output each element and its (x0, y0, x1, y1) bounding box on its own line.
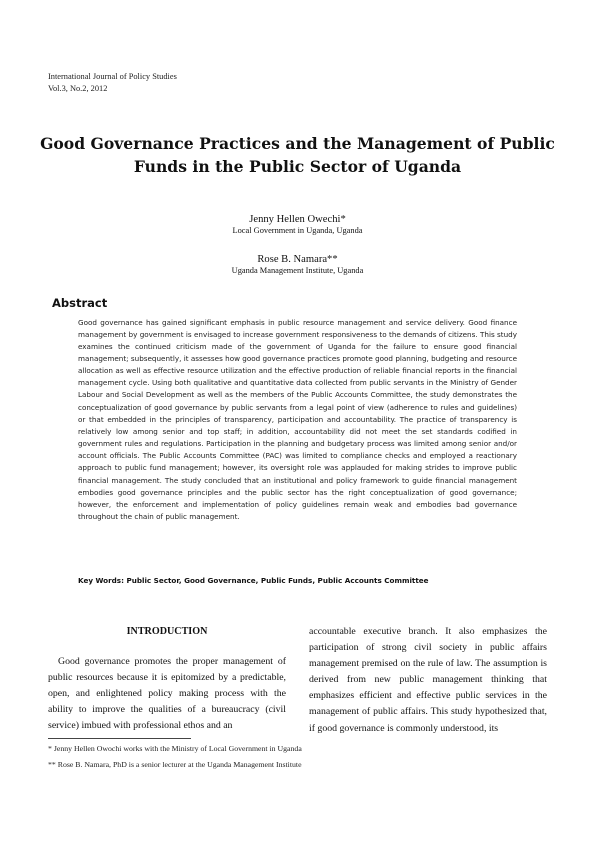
abstract-body: Good governance has gained significant emphasis in public resource management and service delivery. Good finance management by government is envisaged to increase government responsiveness to the demands of citizens. This study examines the continued criticism made of the government of Uganda for the failure to ensure good financial management; subsequently, it assesses how good governance practices promote good planning, budgeting and resource allocation as well as effective resource utilization and the effective production of reliable financial reports in the financial management cycle. Using both qualitative and quantitative data collected from public servants in the Ministry of Gender Labour and Social Development as well as the members of the Public Accounts Committee, the study demonstrates the conceptualization of good governance by public servants from a legal point of view (adherence to rules and guidelines) or that embedded in the principles of transparency, participation and accountability. The practice of transparency is relatively low among senior and top staff; in addition, accountability did not meet the set standards codified in government rules and regulations. Participation in the planning and budgetary process was limited among senior and/or account officials. The Public Accounts Committee (PAC) was limited to compliance checks and employed a reactionary approach to public fund management; however, its oversight role was applauded for making strides to improve public financial management. The study concluded that an institutional and policy framework to guide financial management embodies good governance principles and the public sector has the right conceptualization of good governance; however, the enforcement and implementation of policy guidelines remain weak and embodies bad governance throughout the chain of public management. (78, 317, 517, 521)
author-block-2 (0, 254, 595, 275)
paper-title-line-1: Good Governance Practices and the Management of Public (40, 134, 555, 153)
journal-name: International Journal of Policy Studies (48, 72, 177, 81)
journal-issue: Vol.3, No.2, 2012 (48, 83, 108, 93)
author-block-1 (0, 214, 595, 235)
author-name: Rose B. Namara** (257, 254, 338, 265)
footnote-1: * Jenny Hellen Owochi works with the Ministry of Local Government in Uganda (48, 744, 302, 753)
keywords: Key Words: Public Sector, Good Governance, Public Funds, Public Accounts Committee (78, 576, 429, 585)
paper-title (40, 132, 555, 178)
abstract-heading: Abstract (52, 296, 108, 310)
author-affiliation: Local Government in Uganda, Uganda (232, 226, 363, 235)
paper-title-line-2: Funds in the Public Sector of Uganda (133, 157, 462, 176)
author-name: Jenny Hellen Owechi* (249, 214, 346, 225)
section-heading-introduction: INTRODUCTION (126, 626, 208, 637)
footnote-rule (48, 738, 191, 739)
author-affiliation: Uganda Management Institute, Uganda (231, 266, 364, 275)
footnote-2: ** Rose B. Namara, PhD is a senior lecturer at the Uganda Management Institute (48, 760, 302, 769)
body-text-left-column: Good governance promotes the proper management of public resources because it is epitomized by a predictable, open, and enlightened policy making process with the ability to improve the qualities of a bureaucracy (civil service) imbued with professional ethos and an (48, 656, 286, 732)
journal-header (48, 71, 177, 94)
body-text-right-column: accountable executive branch. It also emphasizes the participation of strong civil society in public affairs management premised on the rule of law. The assumption is derived from new public management thinking that emphasizes efficient and effective public services in the management of public affairs. This study hypothesized that, if good governance is commonly understood, its (309, 626, 547, 734)
